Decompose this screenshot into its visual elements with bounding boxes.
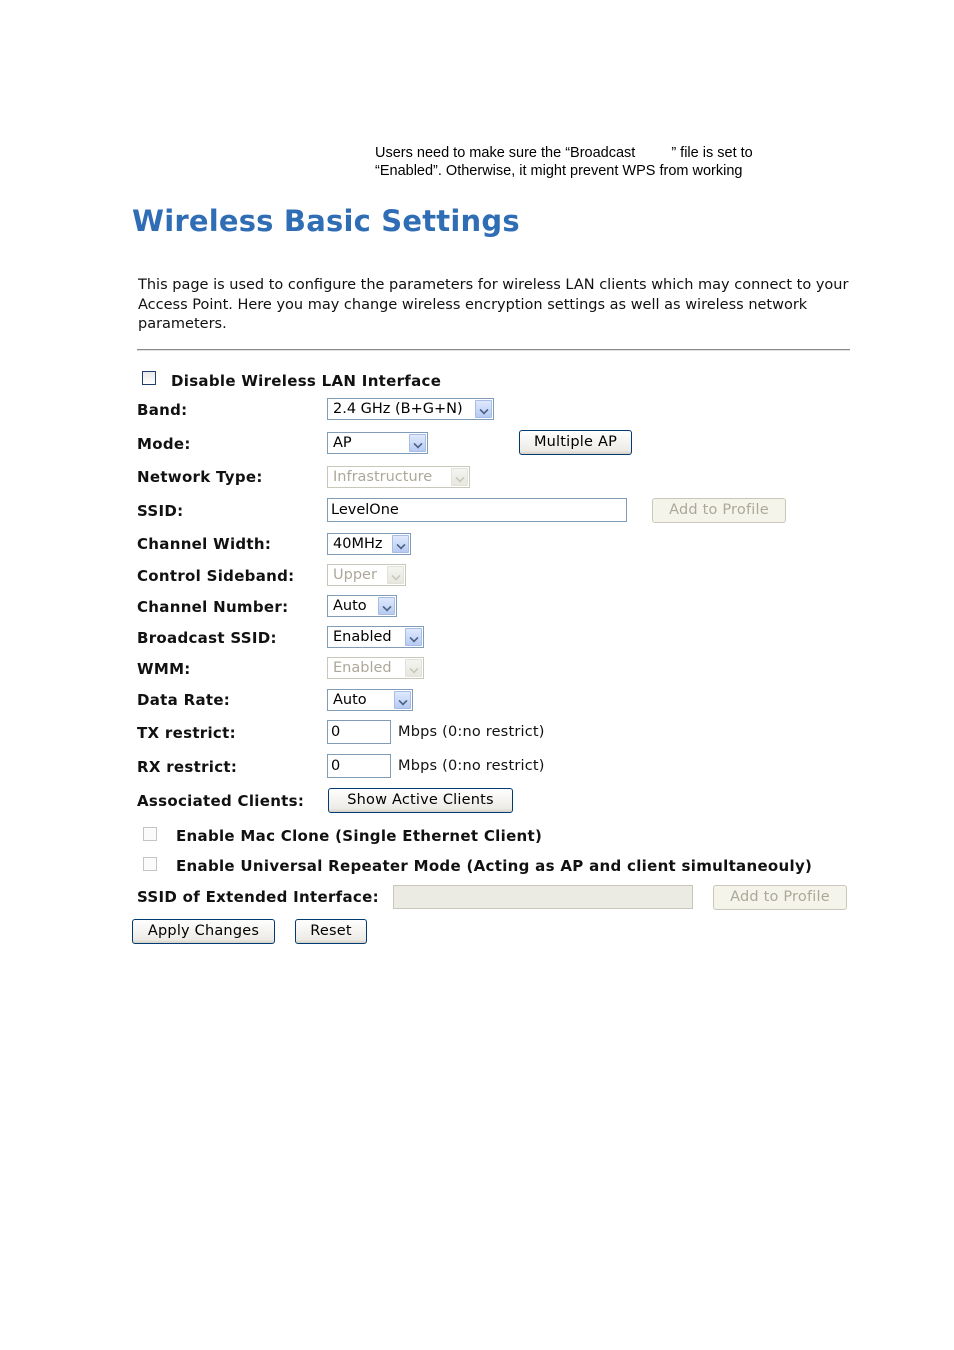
band-label: Band: (137, 401, 188, 419)
extended-add-to-profile-button[interactable]: Add to Profile (713, 885, 847, 910)
chevron-down-icon (378, 597, 395, 615)
band-select[interactable] (327, 398, 494, 420)
tx-restrict-unit: Mbps (0:no restrict) (398, 724, 545, 740)
ssid-add-to-profile-button[interactable]: Add to Profile (652, 498, 786, 523)
multiple-ap-button[interactable]: Multiple AP (519, 430, 632, 455)
channel-width-label: Channel Width: (137, 535, 272, 553)
chevron-down-icon (475, 400, 492, 418)
apply-changes-button[interactable]: Apply Changes (132, 919, 275, 944)
chevron-down-icon (405, 628, 422, 646)
note-line1-end: ” file is set to (671, 145, 753, 161)
wmm-label: WMM: (137, 660, 191, 678)
ssid-label: SSID: (137, 502, 184, 520)
tx-restrict-input[interactable]: 0 (327, 720, 391, 744)
channel-number-select[interactable] (327, 595, 397, 617)
data-rate-value: Auto (333, 692, 367, 708)
universal-repeater-checkbox[interactable] (143, 857, 157, 871)
broadcast-ssid-select[interactable] (327, 626, 424, 648)
note-line1-start: Users need to make sure the “Broadcast (375, 145, 636, 161)
channel-number-label: Channel Number: (137, 598, 289, 616)
control-sideband-label: Control Sideband: (137, 567, 295, 585)
wmm-select[interactable] (327, 657, 424, 679)
extended-ssid-input[interactable] (393, 885, 693, 909)
page-title: Wireless Basic Settings (132, 204, 520, 238)
page-description: This page is used to configure the parameters for wireless LAN clients which may connect to your Access Point. Here you may change wireless encryption settings as well as wireless network parameters. (138, 277, 849, 332)
note-line2: “Enabled”. Otherwise, it might prevent WPS from working (375, 163, 743, 179)
disable-wlan-checkbox[interactable] (142, 371, 156, 385)
broadcast-ssid-label: Broadcast SSID: (137, 629, 277, 647)
wmm-value: Enabled (333, 660, 392, 676)
channel-width-select[interactable] (327, 533, 411, 555)
ssid-input[interactable]: LevelOne (327, 498, 627, 522)
network-type-label: Network Type: (137, 468, 263, 486)
associated-clients-label: Associated Clients: (137, 792, 305, 810)
network-type-value: Infrastructure (333, 469, 433, 485)
mac-clone-checkbox[interactable] (143, 827, 157, 841)
rx-restrict-unit: Mbps (0:no restrict) (398, 758, 545, 774)
chevron-down-icon (392, 535, 409, 553)
chevron-down-icon (394, 691, 411, 709)
broadcast-ssid-value: Enabled (333, 629, 392, 645)
chevron-down-icon (405, 659, 422, 677)
channel-number-value: Auto (333, 598, 367, 614)
data-rate-label: Data Rate: (137, 691, 231, 709)
network-type-select[interactable] (327, 466, 470, 488)
reset-button[interactable]: Reset (295, 919, 367, 944)
universal-repeater-label: Enable Universal Repeater Mode (Acting as AP and client simultaneouly) (176, 857, 813, 875)
mode-select[interactable] (327, 432, 428, 454)
chevron-down-icon (387, 566, 404, 584)
mac-clone-label: Enable Mac Clone (Single Ethernet Client) (176, 827, 543, 845)
extended-ssid-label: SSID of Extended Interface: (137, 888, 379, 906)
show-active-clients-button[interactable]: Show Active Clients (328, 788, 513, 813)
control-sideband-value: Upper (333, 567, 377, 583)
wps-note (375, 144, 835, 180)
rx-restrict-label: RX restrict: (137, 758, 238, 776)
data-rate-select[interactable] (327, 689, 413, 711)
disable-wlan-label: Disable Wireless LAN Interface (171, 372, 442, 390)
mode-value: AP (333, 435, 352, 451)
chevron-down-icon (409, 434, 426, 452)
divider (137, 349, 850, 351)
tx-restrict-label: TX restrict: (137, 724, 236, 742)
channel-width-value: 40MHz (333, 536, 383, 552)
band-value: 2.4 GHz (B+G+N) (333, 401, 463, 417)
control-sideband-select[interactable] (327, 564, 406, 586)
chevron-down-icon (451, 468, 468, 486)
mode-label: Mode: (137, 435, 191, 453)
rx-restrict-input[interactable]: 0 (327, 754, 391, 778)
